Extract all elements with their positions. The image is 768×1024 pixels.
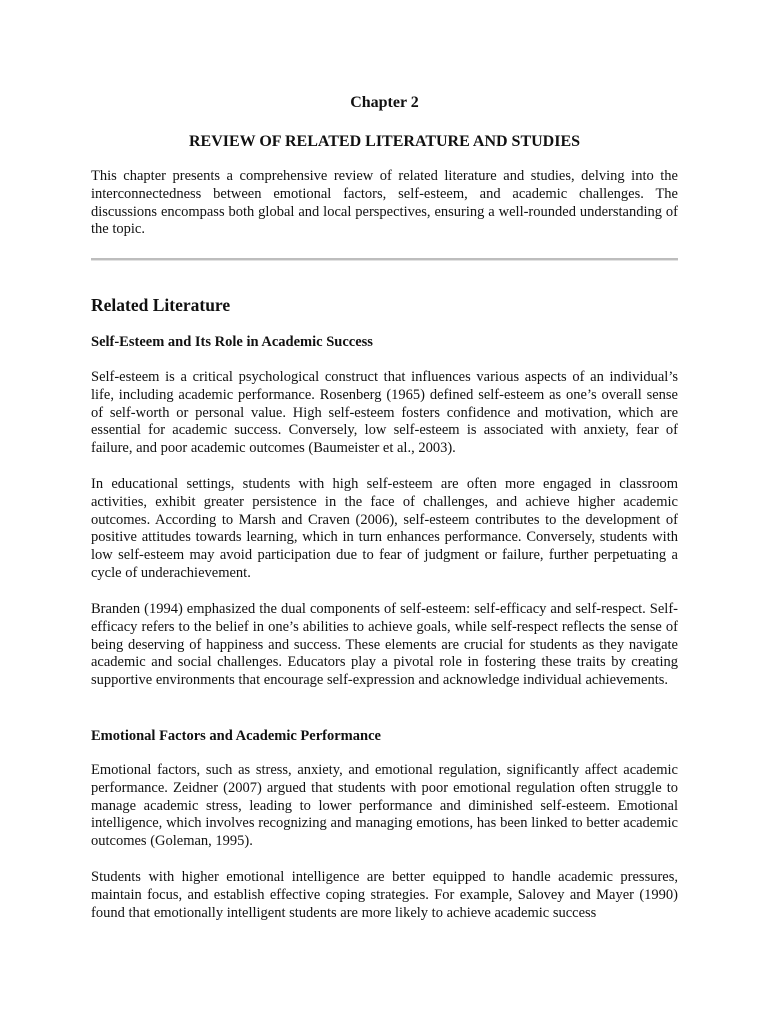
subsection-heading-emotional-factors: Emotional Factors and Academic Performance [91, 728, 381, 744]
paragraph-self-esteem-2: In educational settings, students with high self-esteem are often more engaged in classroom activities, exhibit greater persistence in the face of challenges, and achieve higher academic outcomes. According to Marsh and Craven (2006), self-esteem contributes to the development of positive attitudes towards learning, which in turn enhances performance. Conversely, students with low self-esteem may avoid participation due to fear of judgment or failure, further perpetuating a cycle of underachievement. [91, 476, 678, 581]
paragraph-self-esteem-3: Branden (1994) emphasized the dual components of self-esteem: self-efficacy and self-respect. Self-efficacy refers to the belief in one’s abilities to achieve goals, while self-respect reflects the sense of being deserving of happiness and success. These elements are crucial for students as they navigate academic and social challenges. Educators play a pivotal role in fostering these traits by creating supportive environments that encourage self-expression and acknowledge individual achievements. [91, 601, 678, 689]
chapter-title: REVIEW OF RELATED LITERATURE AND STUDIES [188, 133, 581, 150]
intro-paragraph: This chapter presents a comprehensive review of related literature and studies, delving into the interconnectedness between emotional factors, self-esteem, and academic challenges. The discussions encompass both global and local perspectives, ensuring a well-rounded understanding of the topic. [91, 168, 678, 238]
paragraph-self-esteem-1: Self-esteem is a critical psychological construct that influences various aspects of an individual’s life, including academic performance. Rosenberg (1965) defined self-esteem as one’s overall sense of self-worth or personal value. High self-esteem fosters confidence and motivation, which are essential for academic success. Conversely, low self-esteem is associated with anxiety, fear of failure, and poor academic outcomes (Baumeister et al., 2003). [91, 369, 678, 457]
paragraph-emotional-1: Emotional factors, such as stress, anxiety, and emotional regulation, significantly affect academic performance. Zeidner (2007) argued that students with poor emotional regulation often struggle to manage academic stress, leading to lower performance and diminished self-esteem. Emotional intelligence, which involves recognizing and managing emotions, has been linked to better academic outcomes (Goleman, 1995). [91, 762, 678, 850]
section-heading-related-literature: Related Literature [91, 295, 231, 315]
horizontal-divider [91, 258, 678, 261]
chapter-label: Chapter 2 [350, 94, 419, 111]
paragraph-emotional-2: Students with higher emotional intelligence are better equipped to handle academic pressures, maintain focus, and establish effective coping strategies. For example, Salovey and Mayer (1990) found that emotionally intelligent students are more likely to achieve academic success [91, 869, 678, 921]
subsection-heading-self-esteem: Self-Esteem and Its Role in Academic Success [91, 334, 373, 350]
